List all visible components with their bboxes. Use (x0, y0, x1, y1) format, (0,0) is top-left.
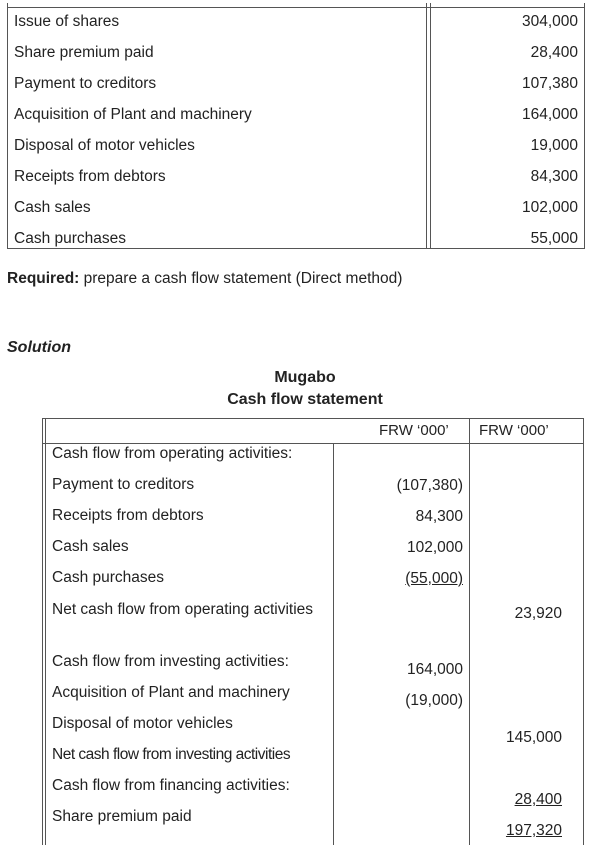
row-value: 164,000 (521, 106, 578, 123)
required-instruction (7, 270, 402, 288)
row-value: 107,380 (521, 75, 578, 92)
header-divider (43, 443, 583, 444)
row-label: Cash sales (14, 199, 91, 216)
value-cell: 23,920 (514, 605, 562, 622)
row-label: Acquisition of Plant and machinery (14, 106, 252, 123)
table-row (8, 38, 584, 69)
total-cell: 197,320 (505, 822, 562, 839)
table-row (8, 162, 584, 193)
row-value: 84,300 (530, 168, 578, 185)
row-label: Disposal of motor vehicles (14, 137, 195, 154)
section-heading-investing: Cash flow from investing activities: (52, 653, 289, 670)
net-operating-label: Net cash flow from operating activities (52, 601, 314, 618)
column-divider (333, 443, 334, 845)
value-cell: 164,000 (406, 661, 463, 678)
row-label: Disposal of motor vehicles (52, 715, 233, 732)
column-divider (469, 419, 470, 845)
table-row (8, 69, 584, 100)
source-data-table (7, 3, 585, 249)
row-label: Receipts from debtors (14, 168, 166, 185)
value-cell: (107,380) (396, 477, 463, 494)
column-divider (45, 419, 46, 845)
row-value: 55,000 (530, 230, 578, 247)
value-cell: 145,000 (505, 729, 562, 746)
column-header-2: FRW ‘000’ (479, 422, 549, 439)
value-cell: 84,300 (415, 508, 463, 525)
row-label: Acquisition of Plant and machinery (52, 684, 290, 701)
row-label: Share premium paid (14, 44, 154, 61)
row-label: Cash purchases (14, 230, 127, 247)
row-label: Cash sales (52, 538, 129, 555)
table-row (8, 193, 584, 224)
row-label: Receipts from debtors (52, 507, 204, 524)
row-value: 28,400 (530, 44, 578, 61)
table-row (8, 100, 584, 131)
row-value: 304,000 (521, 13, 578, 30)
row-label: Share premium paid (52, 808, 192, 825)
value-cell: 28,400 (514, 791, 562, 808)
row-value: 102,000 (521, 199, 578, 216)
table-row (8, 7, 584, 38)
required-text: prepare a cash flow statement (Direct method) (79, 270, 403, 287)
table-row (8, 131, 584, 162)
net-investing-label: Net cash flow from investing activities (52, 746, 291, 763)
value-cell: 102,000 (406, 539, 463, 556)
value-cell: (19,000) (405, 692, 463, 709)
section-heading-operating: Cash flow from operating activities: (52, 445, 293, 462)
statement-title: Cash flow statement (227, 391, 383, 408)
value-cell: (55,000) (405, 570, 463, 587)
section-heading-financing: Cash flow from financing activities: (52, 777, 290, 794)
row-value: 19,000 (530, 137, 578, 154)
company-name: Mugabo (274, 369, 336, 386)
row-label: Issue of shares (14, 13, 120, 30)
table-row (8, 224, 584, 255)
column-header-1: FRW ‘000’ (379, 422, 449, 439)
required-label: Required: (7, 270, 80, 287)
row-label: Payment to creditors (14, 75, 157, 92)
row-label: Payment to creditors (52, 476, 195, 493)
cash-flow-statement-table (42, 418, 584, 845)
row-label: Cash purchases (52, 569, 165, 586)
solution-heading: Solution (7, 339, 71, 356)
